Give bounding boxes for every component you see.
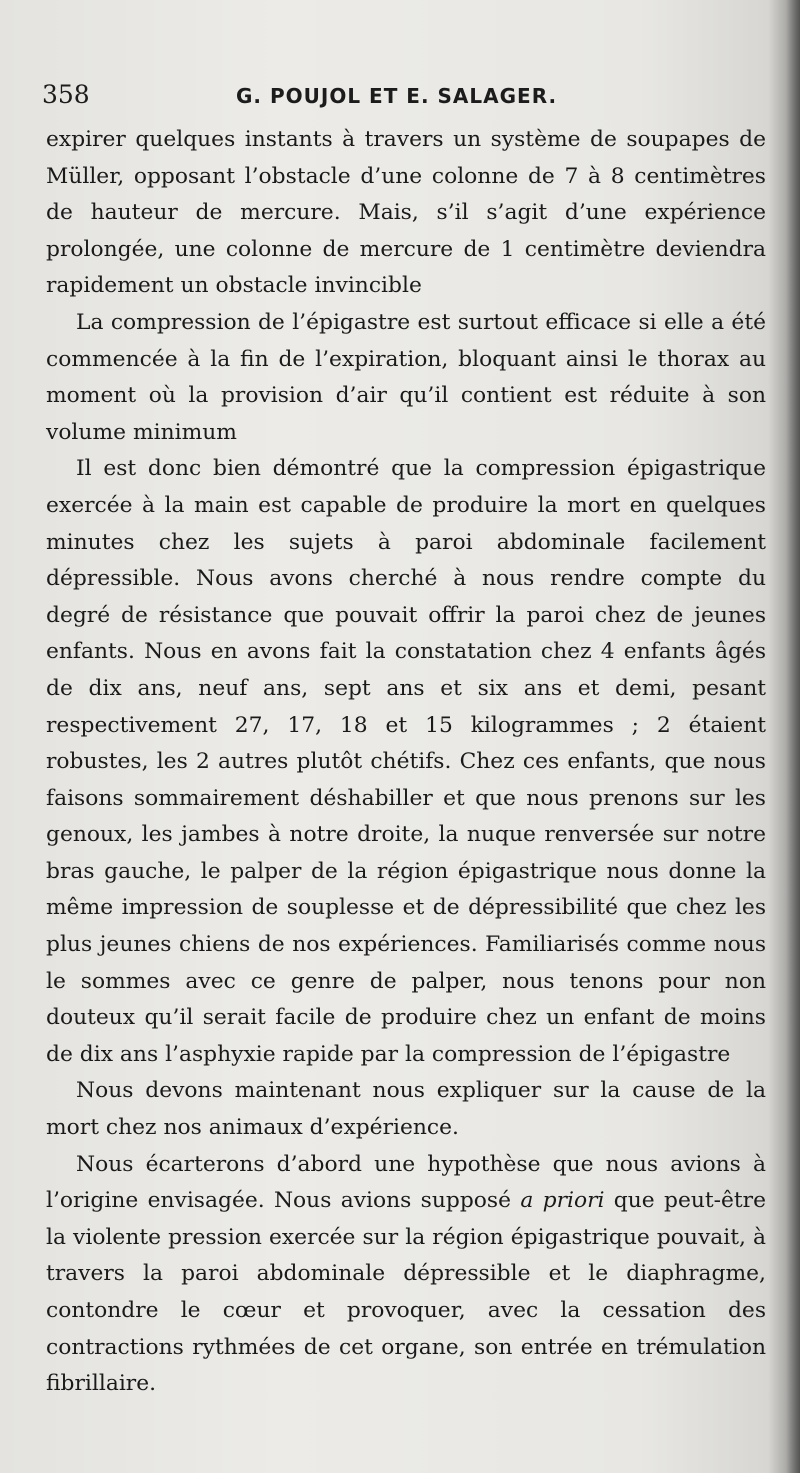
page-number: 358 xyxy=(42,80,90,109)
paragraph-5-italic: a priori xyxy=(520,1188,605,1214)
page-header xyxy=(40,78,760,118)
body-text xyxy=(46,122,766,1403)
paragraph-4: Nous devons maintenant nous expliquer sur la cause de la mort chez nos animaux d’expérience. xyxy=(46,1078,766,1141)
paragraph-5 xyxy=(46,1147,766,1403)
paragraph-3: Il est donc bien démontré que la compression épigastrique exercée à la main est capable de produire la mort en quelques minutes chez les sujets à paroi abdominale facilement dépressible. Nous avons cherché à nous rendre compte du degré de résistance que pouvait offrir la paroi chez de jeunes enfants. Nous en avons fait la constatation chez 4 enfants âgés de dix ans, neuf ans, sept ans et six ans et demi, pesant respectivement 27, 17, 18 et 15 kilogrammes ; 2 étaient robustes, les 2 autres plutôt chétifs. Chez ces enfants, que nous faisons sommairement déshabiller et que nous prenons sur les genoux, les jambes à notre droite, la nuque renversée sur notre bras gauche, le palper de la région épigastrique nous donne la même impression de souplesse et de dépressibilité que chez les plus jeunes chiens de nos expériences. Familiarisés comme nous le sommes avec ce genre de palper, nous tenons pour non douteux qu’il serait facile de produire chez un enfant de moins de dix ans l’asphyxie rapide par la compression de l’épigastre xyxy=(46,456,766,1067)
running-head: G. POUJOL ET E. SALAGER. xyxy=(236,84,558,108)
paragraph-5-text-before: Nous écarterons d’abord une hypothèse que nous avions à l’origine envisagée. Nous avions supposé xyxy=(46,1151,766,1214)
paragraph-5-text-after: que peut-être la violente pression exercée sur la région épigastrique pouvait, à travers la paroi abdominale dépressible et le diaphragme, contondre le cœur et provoquer, avec la cessation des contractions rythmées de cet organe, son entrée en trémulation fibrillaire. xyxy=(46,1188,766,1397)
page-edge-shadow xyxy=(786,0,800,1473)
paragraph-1: expirer quelques instants à travers un système de soupapes de Müller, opposant l’obstacle d’une colonne de 7 à 8 centimètres de hauteur de mercure. Mais, s’il s’agit d’une expérience prolongée, une colonne de mercure de 1 centimètre deviendra rapidement un obstacle invincible xyxy=(46,127,766,299)
paragraph-2: La compression de l’épigastre est surtout efficace si elle a été commencée à la fin de l’expiration, bloquant ainsi le thorax au moment où la provision d’air qu’il contient est réduite à son volume minimum xyxy=(46,309,766,445)
